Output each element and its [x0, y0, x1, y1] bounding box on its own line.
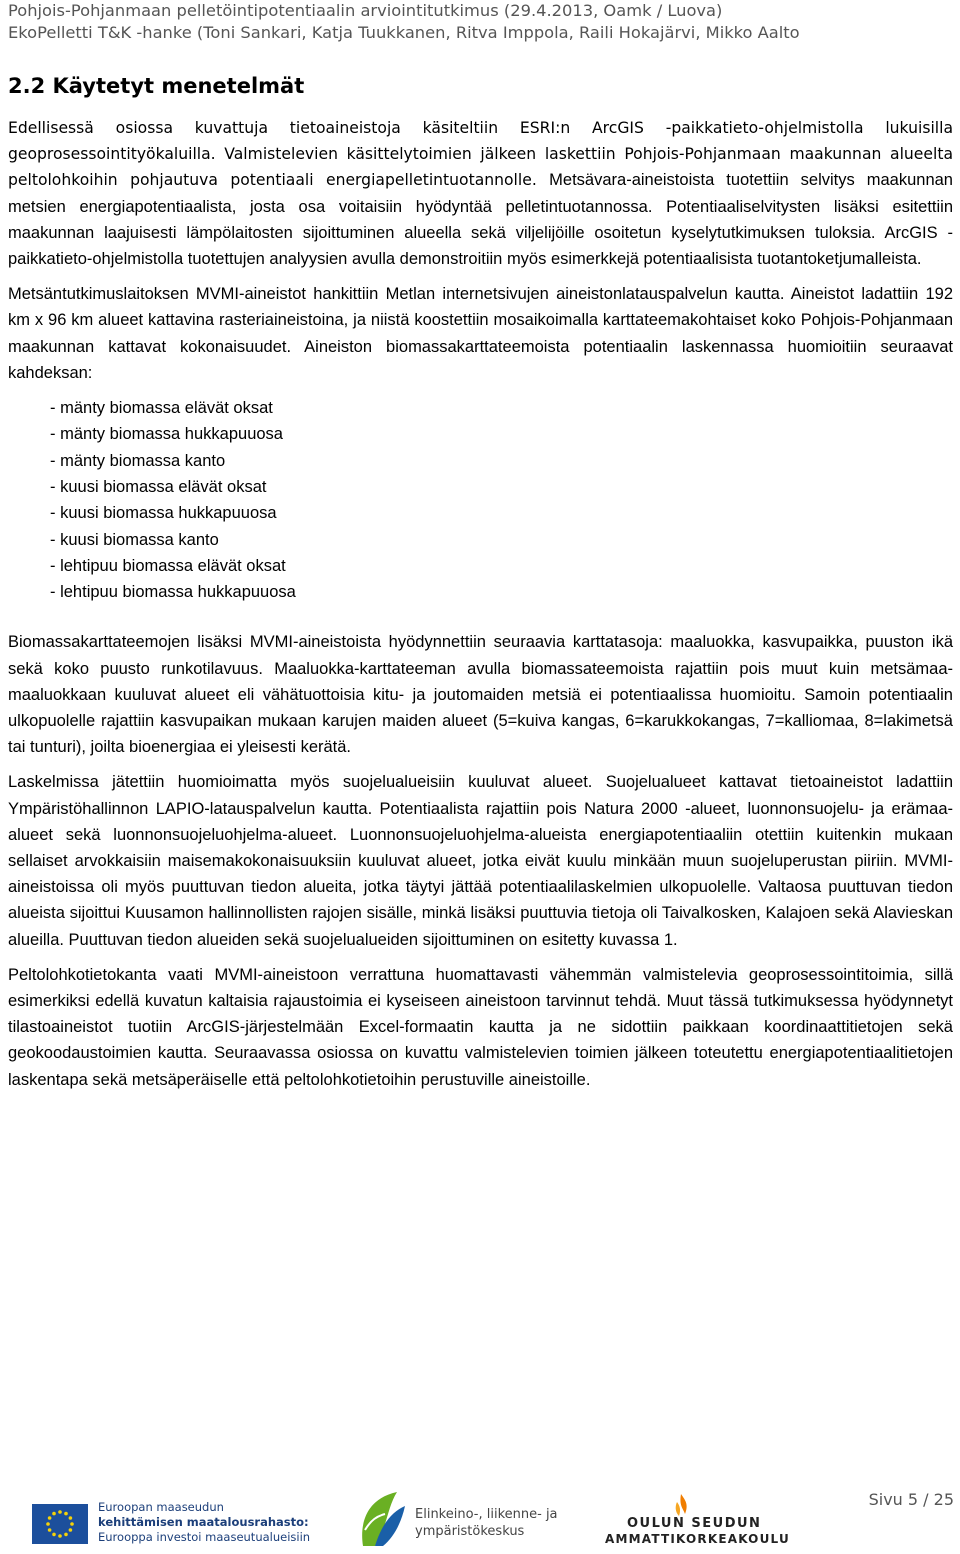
oamk-logo	[605, 1504, 790, 1548]
paragraph-intro-forest: Metsävara-aineistoista tuotettiin selvitys maakunnan metsien energiapotentiaalista, josta osa voitaisiin hyödyntää pelletintuotannossa. Potentiaaliselvitysten lisäksi esitettiin maakunnan laajuisesti lämpölaitosten sijoittuminen alueella sekä viljelijöille osoitetun kyselytutkimuksen tuloksia. ArcGIS -paikkatieto-ohjelmistolla tuotettujen analyysien avulla demonstroitiin myös esimerkkejä potentiaalisista tuotantoketjumalleista.	[8, 171, 953, 269]
list-item: - mänty biomassa kanto	[50, 448, 953, 474]
page-footer	[0, 1470, 960, 1554]
oamk-line1: OULUN SEUDUN	[627, 1516, 762, 1531]
page-header	[8, 0, 960, 44]
ely-leaf-icon	[357, 1490, 407, 1548]
paragraph-intro-sentences: Edellisessä osiossa kuvattuja tietoaineistoja käsiteltiin ESRI:n ArcGIS -paikkatieto-ohjelmistolla lukuisilla geoprosessointityökaluilla. Valmistelevien käsittelytoimien jälkeen laskettiin Pohjois-Pohjanmaan maakunnan alueelta peltolohkoihin pohjautuva potentiaali energiapelletintuotannolle.	[8, 119, 953, 190]
ely-line2: ympäristökeskus	[415, 1524, 525, 1539]
oamk-flame-icon	[671, 1494, 691, 1518]
paragraph-field-database: Peltolohkotietokanta vaati MVMI-aineistoon verrattuna huomattavasti vähemmän valmistelevia geoprosessointitoimia, sillä esimerkiksi edellä kuvatun kaltaisia rajaustoimia ei kyseiseen aineistoon tarvinnut tehdä. Muut tässä tutkimuksessa hyödynnetyt tilastoaineistot tuotiin ArcGIS-järjestelmään Excel-formaatin kautta ja ne sidottiin paikkaan koordinaattitietojen sekä geokoodaustoimien kautta. Seuraavassa osiossa on kuvattu valmistelevien toimien jälkeen toteutettu energiapotentiaalitietojen laskentapa sekä metsäperäiselle että peltolohkotietoihin perustuville aineistoille.	[8, 965, 953, 1089]
list-item: - kuusi biomassa elävät oksat	[50, 474, 953, 500]
list-item: - mänty biomassa hukkapuuosa	[50, 421, 953, 447]
paragraph-mvmi: Metsäntutkimuslaitoksen MVMI-aineistot hankittiin Metlan internetsivujen aineistonlatauspalvelun kautta. Aineistot ladattiin 192 km x 96 km alueet kattavina rasteriaineistoina, ja niistä koostettiin mosaikoimalla karttateemakohtaiset koko Pohjois-Pohjanmaan maakunnan kattavat kokonaisuudet. Aineiston biomassakarttateemoista potentiaalin laskennassa huomioitiin seuraavat kahdeksan:	[8, 285, 953, 382]
ely-line1: Elinkeino-, liikenne- ja	[415, 1507, 558, 1522]
eu-logo	[32, 1500, 312, 1550]
list-item: - lehtipuu biomassa elävät oksat	[50, 553, 953, 579]
paragraph-map-layers: Biomassakarttateemojen lisäksi MVMI-aineistoista hyödynnettiin seuraavia karttatasoja: maaluokka, kasvupaikka, puuston ikä sekä koko puusto runkotilavuus. Maaluokka-karttateeman avulla biomassateemoista rajattiin pois muut kuin metsämaa-maaluokkaan kuuluvat alueet eli vähätuottoisia kitu- ja joutomaiden metsiä ei potentiaalissa huomioitu. Samoin potentiaalin ulkopuolelle rajattiin kasvupaikan mukaan karujen maiden alueet (5=kuiva kangas, 6=karukkokangas, 7=kalliomaa, 8=lakimetsä tai tunturi), joilta bioenergiaa ei yleisesti kerätä.	[8, 633, 953, 757]
page-number: Sivu 5 / 25	[868, 1490, 954, 1509]
list-item: - lehtipuu biomassa hukkapuuosa	[50, 579, 953, 605]
header-authors: EkoPelletti T&K -hanke (Toni Sankari, Katja Tuukkanen, Ritva Imppola, Raili Hokajärvi, Mikko Aalto	[8, 23, 800, 42]
list-item: - mänty biomassa elävät oksat	[50, 395, 953, 421]
paragraph-intro	[8, 115, 953, 272]
eu-line2: kehittämisen maatalousrahasto:	[98, 1515, 309, 1529]
eu-line1: Euroopan maaseudun	[98, 1500, 224, 1514]
eu-line3: Eurooppa investoi maaseutualueisiin	[98, 1530, 311, 1544]
section-heading: 2.2 Käytetyt menetelmät	[8, 74, 305, 98]
paragraph-protected-areas: Laskelmissa jätettiin huomioimatta myös suojelualueisiin kuuluvat alueet. Suojelualueet kattavat tietoaineistot ladattiin Ympäristöhallinnon LAPIO-latauspalvelun kautta. Potentiaalista rajattiin pois Natura 2000 -alueet, luonnonsuojelu- ja erämaa-alueet sekä luonnonsuojeluohjelma-alueet. Luonnonsuojeluohjelma-alueista energiapotentiaaliin otettiin kuitenkin mukaan sellaiset arvokkaisiin maisemakokonaisuuksiin kuuluvat alueet, jotka eivät kuulu minkään muun suojeluperustan piiriin. MVMI-aineistoissa oli myös puuttuvan tiedon alueita, jotka täytyi jättää potentiaalilaskelmien ulkopuolelle. Valtaosa puuttuvan tiedon alueista sijoittui Kuusamon hallinnollisten rajojen sisälle, minkä lisäksi puuttuvia tietoja oli Taivalkosken, Kalajoen sekä Alavieskan alueilla. Puuttuvan tiedon alueiden sekä suojelualueiden sijoittuminen on esitetty kuvassa 1.	[8, 773, 953, 949]
list-item: - kuusi biomassa kanto	[50, 527, 953, 553]
list-item: - kuusi biomassa hukkapuuosa	[50, 500, 953, 526]
oamk-line2: AMMATTIKORKEAKOULU	[605, 1532, 790, 1546]
document-body	[8, 115, 953, 1102]
header-title: Pohjois-Pohjanmaan pelletöintipotentiaalin arviointitutkimus (29.4.2013, Oamk / Luova)	[8, 1, 723, 20]
biomass-theme-list	[8, 395, 953, 605]
ely-logo	[357, 1490, 577, 1552]
eu-flag-icon	[32, 1504, 88, 1544]
